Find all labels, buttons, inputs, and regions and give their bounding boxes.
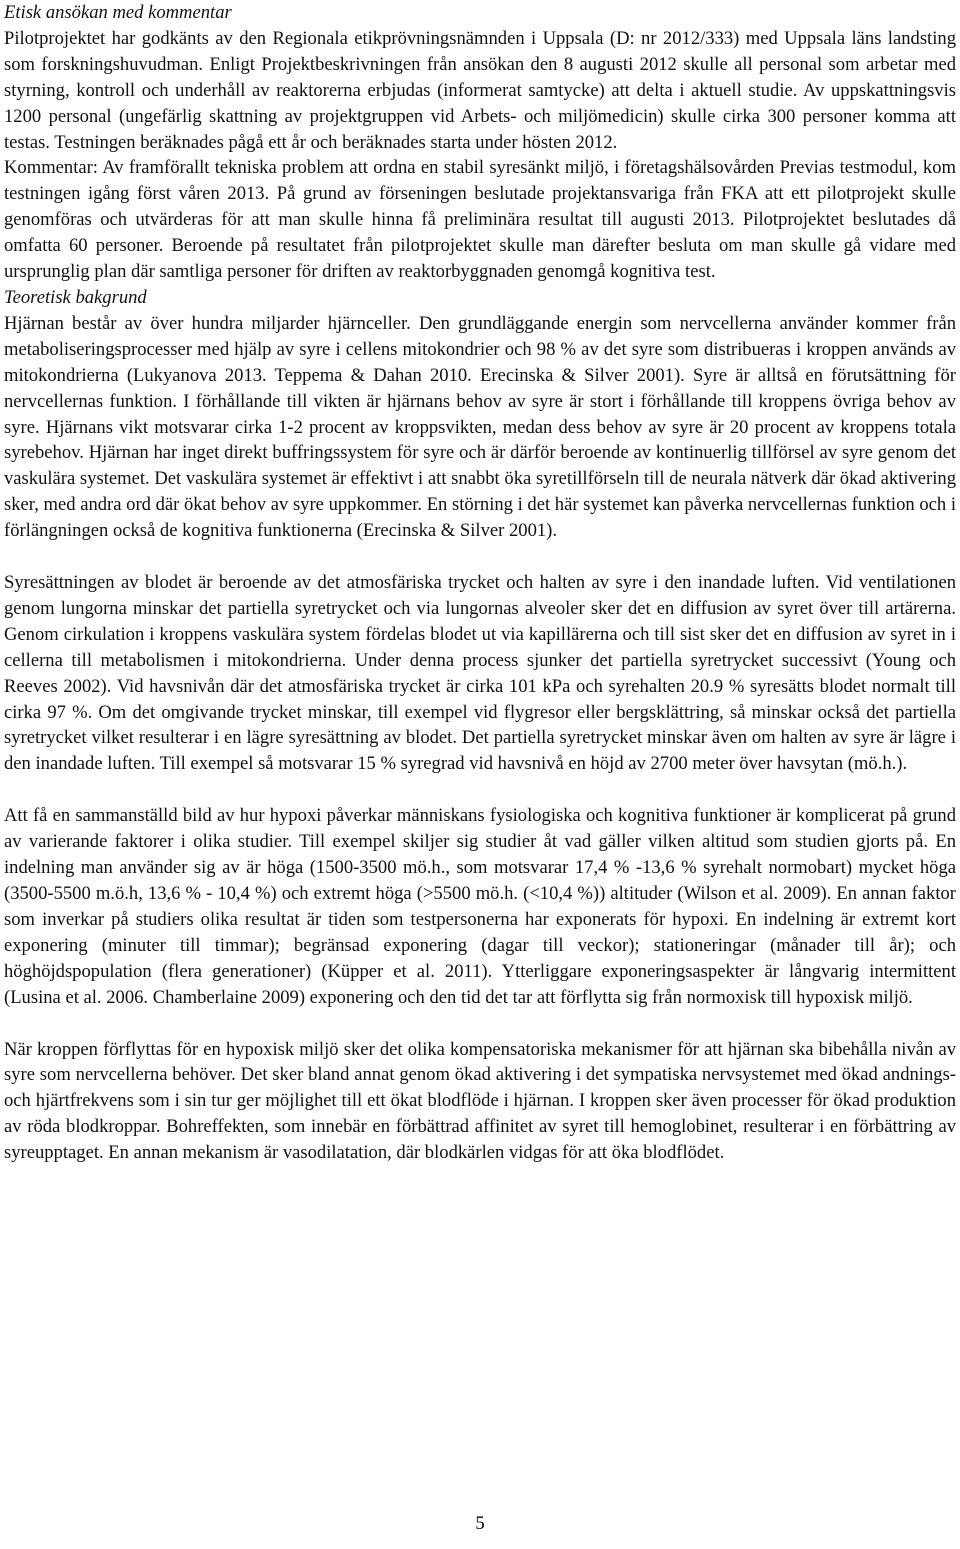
paragraph-spacer xyxy=(4,777,956,803)
paragraph-ethics-approval: Pilotprojektet har godkänts av den Regionala etikprövningsnämnden i Uppsala (D: nr 2012/333) med Uppsala läns landsting som forskningshuvudman. Enligt Projektbeskrivningen från ansökan den 8 augusti 2012 skulle all personal som arbetar med styrning, kontroll och underhåll av reaktorerna erbjudas (informerat samtycke) att delta i aktuell studie. Av uppskattningsvis 1200 personal (ungefärlig skattning av projektgruppen vid Arbets- och miljömedicin) skulle cirka 300 personer komma att testas. Testningen beräknades pågå ett år och beräknades starta under hösten 2012. xyxy=(4,27,956,153)
section-heading-ethics: Etisk ansökan med kommentar xyxy=(4,2,232,23)
paragraph-hypoxia-factors: Att få en sammanställd bild av hur hypoxi påverkar människans fysiologiska och kognitiva funktioner är komplicerat på grund av varierande faktorer i olika studier. Till exempel skiljer sig studier åt vad gäller vilken altitud som studien gjorts på. En indelning man använder sig av är höga (1500-3500 mö.h., som motsvarar 17,4 % -13,6 % syrehalt normobart) mycket höga (3500-5500 m.ö.h, 13,6 % - 10,4 %) och extremt höga (>5500 mö.h. (<10,4 %)) altituder (Wilson et al. 2009). En annan faktor som inverkar på studiers olika resultat är tiden som testpersonerna har exponerats för hypoxi. En indelning är extremt kort exponering (minuter till timmar); begränsad exponering (dagar till veckor); stationeringar (månader till år); och höghöjdspopulation (flera generationer) (Küpper et al. 2011). Ytterliggare exponeringsaspekter är långvarig intermittent (Lusina et al. 2006. Chamberlaine 2009) exponering och den tid det tar att förflytta sig från normoxisk till hypoxisk miljö. xyxy=(4,805,956,1008)
paragraph-brain-oxygen: Hjärnan består av över hundra miljarder hjärnceller. Den grundläggande energin som nervcellerna använder kommer från metaboliseringsprocesser med hjälp av syre i cellens mitokondrier och 98 % av det syre som distribueras i kroppen används av mitokondrierna (Lukyanova 2013. Teppema & Dahan 2010. Erecinska & Silver 2001). Syre är alltså en förutsättning för nervcellernas funktion. I förhållande till vikten är hjärnans behov av syre är stort i förhållande till kroppens övriga behov av syre. Hjärnans vikt motsvarar cirka 1-2 procent av kroppsvikten, medan dess behov av syre är 20 procent av kroppens totala syrebehov. Hjärnan har inget direkt buffringssystem för syre och är därför beroende av kontinuerlig tillförsel av syre genom det vaskulära systemet. Det vaskulära systemet är effektivt i att snabbt öka syretillförseln till de neurala nätverk där ökad aktivering sker, med andra ord där ökat behov av syre uppkommer. En störning i det här systemet kan påverka nervcellernas funktion och i förlängningen också de kognitiva funktionerna (Erecinska & Silver 2001). xyxy=(4,312,956,542)
paragraph-ethics-comment: Kommentar: Av framförallt tekniska problem att ordna en stabil syresänkt miljö, i företagshälsovården Previas testmodul, kom testningen igång först våren 2013. På grund av förseningen beslutade projektansvariga från FKA att ett pilotprojekt skulle genomföras och utvärderas för att man skulle hinna få preliminära resultat till augusti 2013. Pilotprojektet beslutades då omfatta 60 personer. Beroende på resultatet från pilotprojektet skulle man därefter besluta om man skulle gå vidare med ursprunglig plan där samtliga personer för driften av reaktorbyggnaden genomgå kognitiva test. xyxy=(4,157,956,283)
paragraph-blood-oxygenation: Syresättningen av blodet är beroende av det atmosfäriska trycket och halten av syre i den inandade luften. Vid ventilationen genom lungorna minskar det partiella syretrycket och via lungornas alveoler sker det en diffusion av syret över till artärerna. Genom cirkulation i kroppens vaskulära system fördelas blodet ut via kapillärerna och till sist sker det en diffusion av syret in i cellerna till metabolismen i mitokondrierna. Under denna process sjunker det partiella syretrycket successivt (Young och Reeves 2002). Vid havsnivån där det atmosfäriska trycket är cirka 101 kPa och syrehalten 20.9 % syresätts blodet normalt till cirka 97 %. Om det omgivande trycket minskar, till exempel vid flygresor eller bergsklättring, så minskar också det partiella syretrycket vilket resulterar i en lägre syresättning av blodet. Det partiella syretrycket minskar även om halten av syre är lägre i den inandade luften. Till exempel så motsvarar 15 % syregrad vid havsnivå en höjd av 2700 meter över havsytan (mö.h.). xyxy=(4,572,956,775)
paragraph-spacer xyxy=(4,544,956,570)
page-number: 5 xyxy=(475,1513,485,1534)
paragraph-compensatory-mechanisms: När kroppen förflyttas för en hypoxisk miljö sker det olika kompensatoriska mekanismer för att hjärnan ska bibehålla nivån av syre som nervcellerna behöver. Det sker bland annat genom ökad aktivering i det sympatiska nervsystemet med ökad andnings- och hjärtfrekvens som i sin tur ger möjlighet till ett ökat blodflöde i hjärnan. I kroppen sker även processer för ökad produktion av röda blodkroppar. Bohreffekten, som innebär en förbättrad affinitet av syret till hemoglobinet, resulterar i en förbättring av syreupptaget. En annan mekanism är vasodilatation, där blodkärlen vidgas för att öka blodflödet. xyxy=(4,1038,956,1164)
paragraph-spacer xyxy=(4,1011,956,1037)
section-heading-theory: Teoretisk bakgrund xyxy=(4,286,147,308)
